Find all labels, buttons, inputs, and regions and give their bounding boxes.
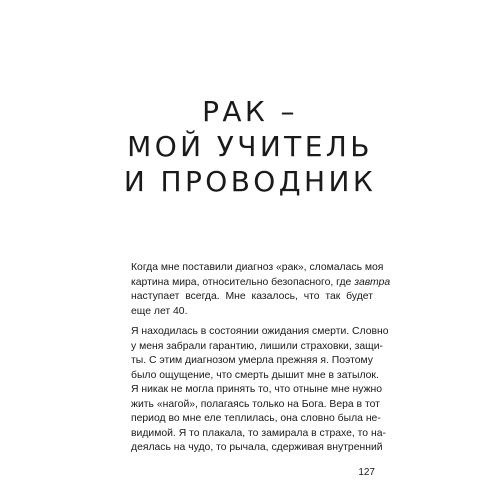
text-line: ты. С этим диагнозом умерла прежняя я. Поэтому: [131, 355, 373, 366]
text-line: видимой. Я то плакала, то замирала в страхе, то на-: [131, 427, 386, 439]
page-number: 127: [358, 467, 375, 478]
paragraph-1: [131, 261, 391, 319]
text-line: у меня забрали гарантию, лишили страховки, защи-: [131, 340, 383, 352]
text-line: Когда мне поставили диагноз «рак», сломалась моя: [131, 262, 384, 273]
text-line: [131, 276, 391, 291]
italic-word-part-1: завт: [354, 276, 379, 288]
paragraph-2: [131, 325, 389, 456]
chapter-title: [0, 94, 500, 199]
text-line: деялась на чудо, то рычала, сдерживая внутренний: [131, 442, 383, 453]
chapter-title-line-1: РАК –: [202, 95, 298, 128]
text-line: жить «нагой», полагаясь только на Бога. Вера в тот: [131, 398, 380, 410]
text-line: период во мне еле теплилась, она словно была не-: [131, 413, 381, 424]
italic-word-part-2: ра: [378, 276, 391, 288]
text-line: было ощущение, что смерть дышит мне в затылок.: [131, 369, 379, 381]
text-line: Я находилась в состоянии ожидания смерти. Словно: [131, 326, 389, 337]
text-line: Я никак не могла принять то, что отныне мне нужно: [131, 384, 383, 395]
chapter-title-line-3: И ПРОВОДНИК: [123, 165, 377, 198]
text-line: наступает всегда. Мне казалось, что так будет: [131, 291, 373, 302]
chapter-title-line-2: МОЙ УЧИТЕЛЬ: [127, 130, 373, 163]
italic-word: [354, 277, 390, 288]
text-line-segment: картина мира, относительно безопасного, где: [131, 276, 355, 288]
body-text: [131, 261, 391, 456]
text-line: еще лет 40.: [131, 305, 188, 317]
